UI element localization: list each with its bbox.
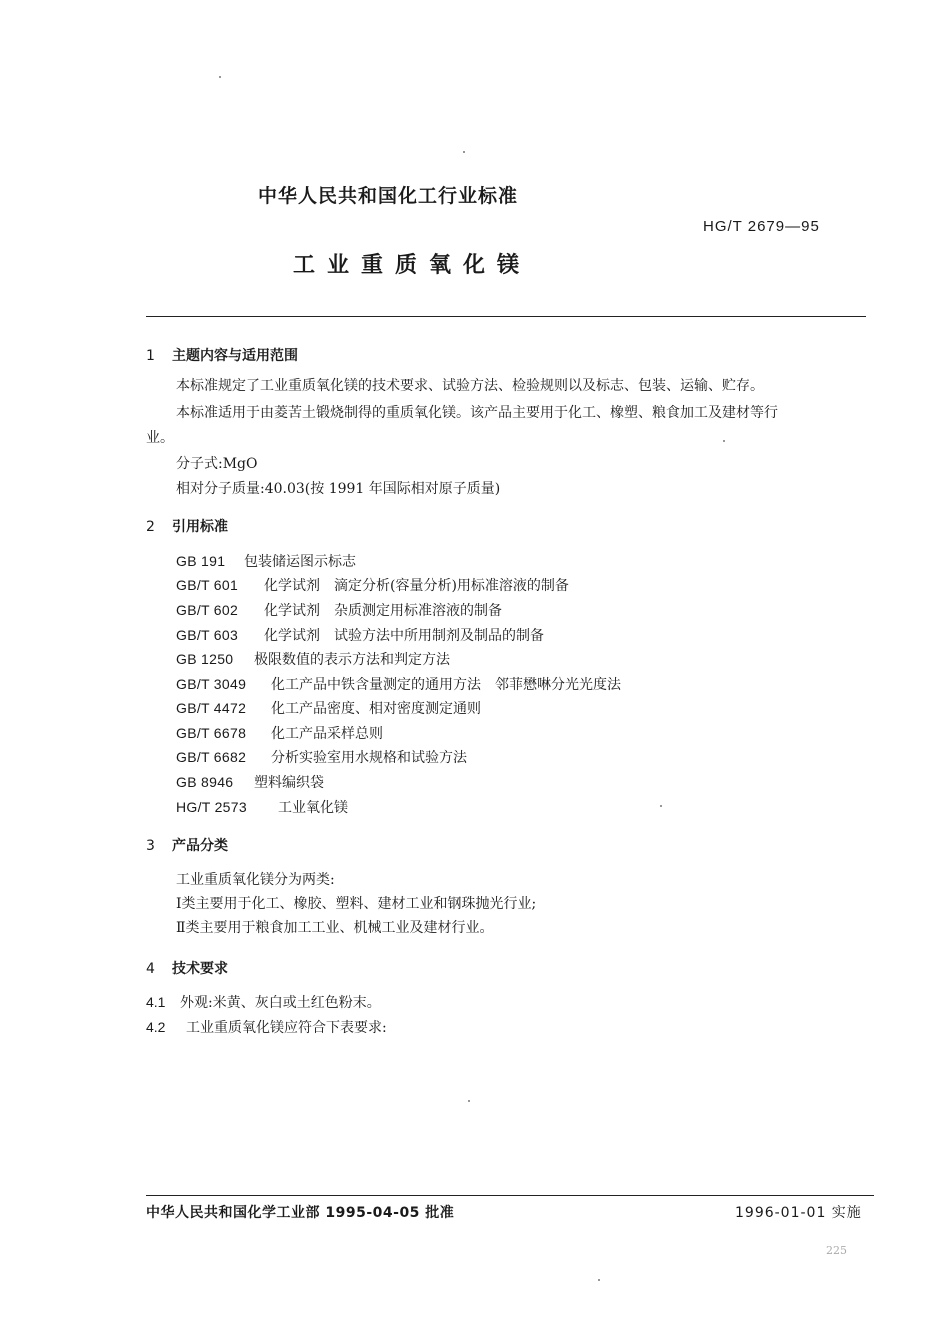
reference-item [176,575,569,595]
reference-name: 化工产品采样总则 [271,726,383,742]
reference-name: 塑料编织袋 [254,775,324,791]
section-title: 技术要求 [172,961,228,977]
reference-code: GB/T 6682 [176,749,247,765]
scan-speck [723,440,725,442]
reference-code: GB 191 [176,553,226,569]
section-number: 4 [146,961,155,977]
document-title: 工业重质氧化镁 [293,253,532,278]
approval-line: 中华人民共和国化学工业部 1995-04-05 批准 [146,1205,455,1221]
scan-speck [598,1279,600,1281]
reference-code: GB/T 603 [176,627,239,643]
scan-speck [468,1100,470,1102]
section-3-heading [146,835,228,855]
reference-item [176,747,467,767]
clause-text: 工业重质氧化镁应符合下表要求: [186,1020,387,1036]
reference-name: 极限数值的表示方法和判定方法 [254,652,450,668]
reference-name: 化学试剂 滴定分析(容量分析)用标准溶液的制备 [264,578,569,594]
header-divider [146,316,866,317]
page-number: 225 [826,1244,847,1257]
reference-name: 化学试剂 杂质测定用标准溶液的制备 [264,603,502,619]
scan-speck [463,151,465,153]
reference-name: 包装储运图示标志 [244,554,356,570]
standard-code: HG/T 2679—95 [703,218,820,235]
clause-number: 4.2 [146,1019,166,1035]
section-number: 1 [146,348,155,364]
reference-name: 化学试剂 试验方法中所用制剂及制品的制备 [264,628,544,644]
reference-item [176,551,356,571]
paragraph: Ⅰ类主要用于化工、橡胶、塑料、建材工业和钢珠抛光行业; [176,896,537,912]
reference-item [176,772,324,792]
clause-text: 外观:米黄、灰白或土红色粉末。 [180,995,381,1011]
reference-item [176,649,450,669]
section-title: 引用标准 [172,519,228,535]
reference-code: GB 8946 [176,774,234,790]
reference-item [176,600,502,620]
section-number: 3 [146,838,155,854]
reference-name: 分析实验室用水规格和试验方法 [271,750,467,766]
section-title: 产品分类 [172,838,228,854]
implementation-date: 1996-01-01 实施 [735,1205,862,1221]
section-title: 主题内容与适用范围 [172,348,298,364]
reference-code: GB/T 6678 [176,725,247,741]
reference-code: GB/T 602 [176,602,239,618]
section-2-heading [146,516,228,536]
molecular-formula: 分子式:MgO [176,456,258,472]
paragraph: 工业重质氧化镁分为两类: [176,872,335,888]
reference-name: 工业氧化镁 [278,800,348,816]
reference-item [176,625,544,645]
reference-name: 化工产品中铁含量测定的通用方法 邻菲懋啉分光光度法 [271,677,621,693]
molecular-mass: 相对分子质量:40.03(按 1991 年国际相对原子质量) [176,481,501,497]
reference-item [176,723,383,743]
clause-number: 4.1 [146,994,166,1010]
organization-title: 中华人民共和国化工行业标准 [258,185,519,207]
footer-divider [146,1195,874,1196]
reference-name: 化工产品密度、相对密度测定通则 [271,701,481,717]
reference-code: HG/T 2573 [176,799,247,815]
section-4-heading [146,958,228,978]
paragraph: 本标准适用于由菱苦土锻烧制得的重质氧化镁。该产品主要用于化工、橡塑、粮食加工及建材等行 [176,405,778,421]
reference-code: GB/T 3049 [176,676,247,692]
reference-code: GB/T 601 [176,577,239,593]
paragraph-continuation: 业。 [146,430,174,446]
clause-4-2 [146,1018,387,1037]
scan-speck [660,805,662,807]
reference-code: GB/T 4472 [176,700,247,716]
clause-4-1 [146,993,381,1012]
scan-speck [219,76,221,78]
paragraph: Ⅱ类主要用于粮食加工工业、机械工业及建材行业。 [176,920,494,936]
paragraph: 本标准规定了工业重质氧化镁的技术要求、试验方法、检验规则以及标志、包装、运输、贮存。 [176,378,764,394]
reference-item [176,698,481,718]
reference-code: GB 1250 [176,651,234,667]
reference-item [176,797,348,817]
section-1-heading [146,345,298,365]
section-number: 2 [146,519,155,535]
reference-item [176,674,621,694]
